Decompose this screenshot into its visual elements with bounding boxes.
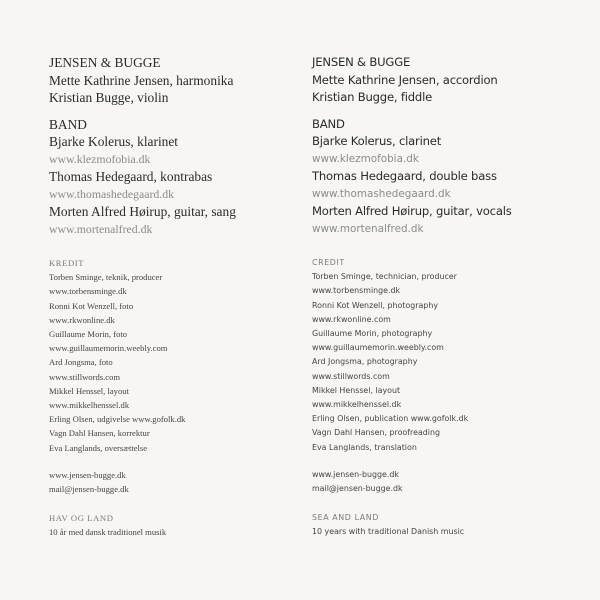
website-link: www.jensen-bugge.dk xyxy=(49,469,126,480)
website-link: www.jensen-bugge.dk xyxy=(312,469,399,479)
credit-line: www.rkwonline.com xyxy=(312,314,391,324)
credit-line: www.stillwords.com xyxy=(312,371,390,381)
credit-line: Eva Langlands, oversættelse xyxy=(49,442,148,453)
email-link: mail@jensen-bugge.dk xyxy=(312,484,403,494)
danish-column xyxy=(49,54,299,540)
band-member: Thomas Hedegaard, kontrabas xyxy=(49,169,213,184)
credit-heading: CREDIT xyxy=(312,258,345,267)
credit-line: Guillaume Morin, photography xyxy=(312,329,433,339)
credit-line: www.guillaumemorin.weebly.com xyxy=(312,343,444,353)
english-column xyxy=(312,54,582,540)
credit-line: Ronni Kot Wenzell, photography xyxy=(312,300,438,310)
credit-line: Ard Jongsma, foto xyxy=(49,357,113,368)
band-heading: BAND xyxy=(49,116,87,132)
credit-line: www.mikkelhenssel.dk xyxy=(312,400,402,410)
band-member-url: www.mortenalfred.dk xyxy=(312,222,424,235)
band-member-url: www.klezmofobia.dk xyxy=(312,152,419,165)
credit-line: Eva Langlands, translation xyxy=(312,442,417,452)
credit-line: www.stillwords.com xyxy=(49,371,121,382)
band-member: Thomas Hedegaard, double bass xyxy=(312,169,497,183)
band-member-url: www.thomashedegaard.dk xyxy=(49,186,175,201)
album-title: SEA AND LAND xyxy=(312,513,379,523)
group-title: JENSEN & BUGGE xyxy=(312,55,411,69)
email-link: mail@jensen-bugge.dk xyxy=(49,484,129,495)
band-member-url: www.mortenalfred.dk xyxy=(49,221,153,236)
band-member: Morten Alfred Høirup, guitar, sang xyxy=(49,204,236,219)
credit-line: www.rkwonline.dk xyxy=(49,314,115,325)
credit-line: Ronni Kot Wenzell, foto xyxy=(49,300,134,311)
credit-line: Ard Jongsma, photography xyxy=(312,357,418,367)
album-title: HAV OG LAND xyxy=(49,513,114,524)
member-line: Kristian Bugge, violin xyxy=(49,90,169,105)
band-member-url: www.klezmofobia.dk xyxy=(49,151,151,166)
credit-line: Mikkel Henssel, layout xyxy=(49,385,129,396)
credit-line: www.mikkelhenssel.dk xyxy=(49,400,130,411)
band-member-url: www.thomashedegaard.dk xyxy=(312,187,451,200)
credit-heading: KREDIT xyxy=(49,258,85,268)
band-member: Morten Alfred Høirup, guitar, vocals xyxy=(312,204,512,218)
member-line: Kristian Bugge, fiddle xyxy=(312,90,433,104)
credit-line: www.torbensminge.dk xyxy=(312,286,401,296)
credit-line: www.torbensminge.dk xyxy=(49,286,127,297)
credit-line: Torben Sminge, technician, producer xyxy=(312,272,457,282)
band-member: Bjarke Kolerus, clarinet xyxy=(312,134,442,148)
album-subtitle: 10 år med dansk traditionel musik xyxy=(49,527,167,538)
credit-line: www.guillaumemorin.weebly.com xyxy=(49,343,168,354)
credit-line: Erling Olsen, udgivelse www.gofolk.dk xyxy=(49,414,186,425)
credit-line: Vagn Dahl Hansen, proofreading xyxy=(312,428,440,438)
credit-line: Torben Sminge, teknik, producer xyxy=(49,272,163,283)
member-line: Mette Kathrine Jensen, harmonika xyxy=(49,72,234,88)
credit-line: Mikkel Henssel, layout xyxy=(312,385,401,395)
band-member: Bjarke Kolerus, klarinet xyxy=(49,134,179,149)
band-heading: BAND xyxy=(312,116,345,131)
credit-line: Vagn Dahl Hansen, korrektur xyxy=(49,428,150,439)
credit-line: Guillaume Morin, foto xyxy=(49,329,128,340)
credit-line: Erling Olsen, publication www.gofolk.dk xyxy=(312,414,469,424)
group-title: JENSEN & BUGGE xyxy=(49,55,161,70)
member-line: Mette Kathrine Jensen, accordion xyxy=(312,72,498,87)
album-subtitle: 10 years with traditional Danish music xyxy=(312,527,465,537)
